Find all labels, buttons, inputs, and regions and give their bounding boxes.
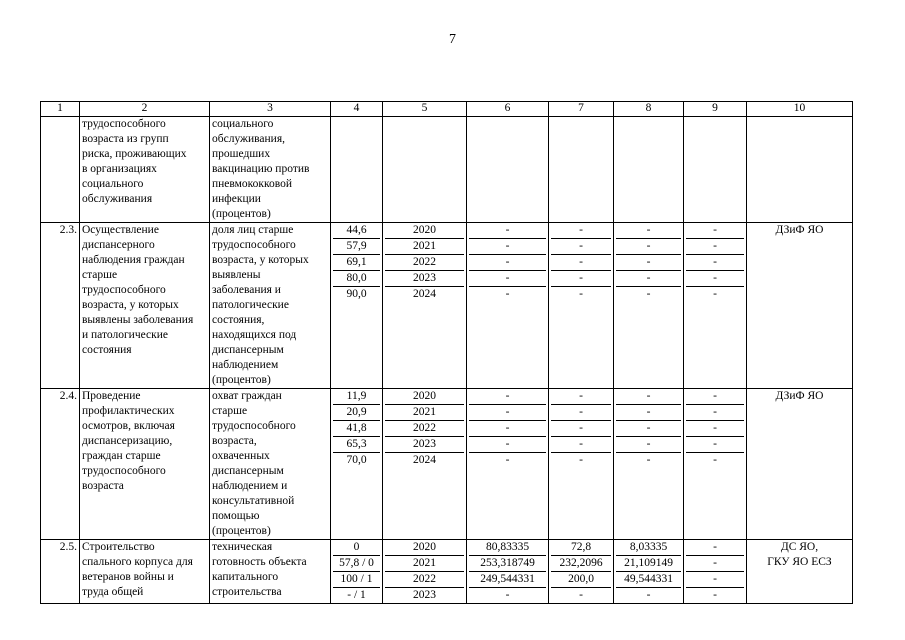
executor-cell — [747, 540, 853, 604]
text-line: (процентов) — [212, 525, 271, 537]
text-line: наблюдением — [212, 359, 279, 371]
text-line: трудоспособного — [212, 239, 296, 251]
sub-value: - — [713, 589, 717, 601]
sub-value: - — [616, 405, 681, 421]
text-line: помощью — [212, 510, 260, 522]
sub-value: - — [551, 239, 611, 255]
text-line: старше — [82, 269, 118, 281]
text-line: возраста, у которых — [82, 299, 179, 311]
sub-value: 0 — [333, 540, 380, 556]
sub-value: 80,83335 — [469, 540, 546, 556]
sub-value: - — [469, 421, 546, 437]
continuation-empty-cell — [684, 117, 747, 223]
sub-value: - — [469, 437, 546, 453]
funding-total-cell — [467, 223, 549, 389]
sub-value: - — [551, 255, 611, 271]
sub-value: 72,8 — [551, 540, 611, 556]
sub-value: 2023 — [413, 589, 436, 601]
column-header-8: 8 — [614, 102, 684, 117]
text-line: граждан старше — [82, 450, 161, 462]
sub-value: - — [551, 271, 611, 287]
text-line: трудоспособного — [212, 420, 296, 432]
text-line: вакцинацию против — [212, 163, 310, 175]
column-header-4: 4 — [331, 102, 383, 117]
text-line: состояния, — [212, 314, 265, 326]
text-line: охваченных — [212, 450, 270, 462]
column-header-2: 2 — [80, 102, 210, 117]
sub-value: 90,0 — [346, 288, 367, 300]
sub-value: 2020 — [385, 540, 464, 556]
text-line: возраста — [82, 480, 124, 492]
sub-value: - — [579, 454, 583, 466]
sub-value: 2023 — [385, 437, 464, 453]
text-line: пневмококковой — [212, 178, 293, 190]
text-line: доля лиц старше — [212, 224, 294, 236]
sub-value: 232,2096 — [551, 556, 611, 572]
sub-value: - — [616, 255, 681, 271]
indicator-cell — [210, 223, 331, 389]
continuation-empty-cell — [614, 117, 684, 223]
sub-value: - — [686, 239, 744, 255]
sub-value: 44,6 — [333, 223, 380, 239]
text-line: обслуживания, — [212, 133, 285, 145]
text-line: трудоспособного — [82, 284, 166, 296]
text-line: прошедших — [212, 148, 271, 160]
text-line: состояния — [82, 344, 132, 356]
funding-total-cell — [467, 389, 549, 540]
text-line: диспансерным — [212, 344, 284, 356]
indicator-value-cell — [331, 223, 383, 389]
sub-value: 20,9 — [333, 405, 380, 421]
sub-value: - — [469, 389, 546, 405]
sub-value: - — [646, 589, 651, 601]
funding-col7-cell — [549, 389, 614, 540]
text-line: готовность объекта — [212, 556, 307, 568]
funding-col9-cell — [684, 389, 747, 540]
program-table — [40, 101, 853, 604]
item-number-cell: 2.3. — [41, 223, 80, 389]
text-line: в организациях — [82, 163, 157, 175]
text-line: возраста из групп — [82, 133, 169, 145]
sub-value: - — [616, 437, 681, 453]
column-header-5: 5 — [383, 102, 467, 117]
sub-value: - — [686, 421, 744, 437]
text-line: труда общей — [82, 586, 144, 598]
sub-value: - — [686, 389, 744, 405]
text-line: (процентов) — [212, 374, 271, 386]
text-line: и патологические — [82, 329, 168, 341]
text-line: ГКУ ЯО ЕСЗ — [767, 556, 832, 568]
sub-value: 200,0 — [551, 572, 611, 588]
sub-value: 2022 — [385, 255, 464, 271]
text-line: техническая — [212, 541, 273, 553]
sub-value: - — [551, 389, 611, 405]
sub-value: 57,8 / 0 — [333, 556, 380, 572]
text-line: находящихся под — [212, 329, 297, 341]
year-cell — [383, 389, 467, 540]
executor-cell — [747, 389, 853, 540]
sub-value: - — [616, 223, 681, 239]
funding-col8-cell — [614, 223, 684, 389]
sub-value: - — [686, 223, 744, 239]
page-number: 7 — [449, 32, 456, 47]
sub-value: 21,109149 — [616, 556, 681, 572]
text-line: заболевания и — [212, 284, 281, 296]
sub-value: - — [579, 288, 583, 300]
sub-value: - — [616, 389, 681, 405]
sub-value: - — [505, 288, 510, 300]
sub-value: - — [551, 223, 611, 239]
funding-total-cell — [467, 540, 549, 604]
text-line: охват граждан — [212, 390, 282, 402]
continuation-indicator-cell — [210, 117, 331, 223]
text-line: инфекции — [212, 193, 261, 205]
sub-value: 11,9 — [333, 389, 380, 405]
sub-value: - — [686, 271, 744, 287]
sub-value: - — [616, 239, 681, 255]
sub-value: - — [505, 589, 510, 601]
sub-value: - — [686, 572, 744, 588]
sub-value: 2024 — [413, 454, 436, 466]
continuation-empty-cell — [383, 117, 467, 223]
sub-value: - — [469, 223, 546, 239]
sub-value: - — [551, 405, 611, 421]
sub-value: 8,03335 — [616, 540, 681, 556]
table-row — [41, 389, 853, 540]
text-line: риска, проживающих — [82, 148, 187, 160]
sub-value: - / 1 — [347, 589, 366, 601]
text-line: диспансерного — [82, 239, 155, 251]
indicator-cell — [210, 540, 331, 604]
sub-value: - — [469, 255, 546, 271]
sub-value: 100 / 1 — [333, 572, 380, 588]
sub-value: - — [551, 437, 611, 453]
sub-value: - — [551, 421, 611, 437]
text-line: выявлены заболевания — [82, 314, 194, 326]
sub-value: 70,0 — [346, 454, 367, 466]
item-number-cell: 2.4. — [41, 389, 80, 540]
indicator-value-cell — [331, 389, 383, 540]
text-line: строительства — [212, 586, 282, 598]
text-line: осмотров, включая — [82, 420, 175, 432]
sub-value: 41,8 — [333, 421, 380, 437]
sub-value: 2021 — [385, 405, 464, 421]
text-line: профилактических — [82, 405, 175, 417]
text-line: Осуществление — [82, 224, 159, 236]
sub-value: 249,544331 — [469, 572, 546, 588]
sub-value: - — [646, 288, 651, 300]
text-line: старше — [212, 405, 248, 417]
sub-value: 69,1 — [333, 255, 380, 271]
text-line: консультативной — [212, 495, 295, 507]
funding-col9-cell — [684, 540, 747, 604]
sub-value: 2024 — [413, 288, 436, 300]
text-line: социального — [82, 178, 144, 190]
text-line: ДЗиФ ЯО — [775, 224, 824, 236]
funding-col9-cell — [684, 223, 747, 389]
continuation-empty-cell — [331, 117, 383, 223]
text-line: социального — [212, 118, 274, 130]
sub-value: 2020 — [385, 389, 464, 405]
column-header-9: 9 — [684, 102, 747, 117]
sub-value: - — [686, 255, 744, 271]
sub-value: - — [469, 271, 546, 287]
sub-value: - — [646, 454, 651, 466]
measure-name-cell — [80, 389, 210, 540]
program-table-wrap — [40, 101, 852, 604]
sub-value: - — [469, 239, 546, 255]
sub-value: 2021 — [385, 556, 464, 572]
sub-value: - — [713, 288, 717, 300]
year-cell — [383, 223, 467, 389]
text-line: выявлены — [212, 269, 261, 281]
text-line: спального корпуса для — [82, 556, 193, 568]
item-number-cell: 2.5. — [41, 540, 80, 604]
sub-value: 2022 — [385, 421, 464, 437]
sub-value: 2022 — [385, 572, 464, 588]
funding-col8-cell — [614, 389, 684, 540]
sub-value: 2021 — [385, 239, 464, 255]
column-header-10: 10 — [747, 102, 853, 117]
column-header-7: 7 — [549, 102, 614, 117]
executor-cell — [747, 223, 853, 389]
sub-value: - — [616, 421, 681, 437]
sub-value: 2020 — [385, 223, 464, 239]
funding-col8-cell — [614, 540, 684, 604]
text-line: ветеранов войны и — [82, 571, 174, 583]
indicator-value-cell — [331, 540, 383, 604]
funding-col7-cell — [549, 223, 614, 389]
funding-col7-cell — [549, 540, 614, 604]
text-line: Проведение — [82, 390, 141, 402]
sub-value: - — [469, 405, 546, 421]
column-header-6: 6 — [467, 102, 549, 117]
continuation-empty-cell — [467, 117, 549, 223]
text-line: обслуживания — [82, 193, 153, 205]
sub-value: - — [505, 454, 510, 466]
table-row — [41, 223, 853, 389]
text-line: диспансерным — [212, 465, 284, 477]
column-header-1: 1 — [41, 102, 80, 117]
sub-value: - — [686, 405, 744, 421]
indicator-cell — [210, 389, 331, 540]
sub-value: - — [686, 540, 744, 556]
continuation-row — [41, 117, 853, 223]
text-line: Строительство — [82, 541, 155, 553]
continuation-name-cell — [80, 117, 210, 223]
text-line: возраста, — [212, 435, 257, 447]
header-row — [41, 102, 853, 117]
text-line: ДЗиФ ЯО — [775, 390, 824, 402]
table-row — [41, 540, 853, 604]
sub-value: - — [713, 454, 717, 466]
measure-name-cell — [80, 223, 210, 389]
year-cell — [383, 540, 467, 604]
text-line: патологические — [212, 299, 289, 311]
text-line: (процентов) — [212, 208, 271, 220]
sub-value: 49,544331 — [616, 572, 681, 588]
continuation-num-cell — [41, 117, 80, 223]
continuation-empty-cell — [747, 117, 853, 223]
column-header-3: 3 — [210, 102, 331, 117]
sub-value: - — [579, 589, 583, 601]
sub-value: 253,318749 — [469, 556, 546, 572]
sub-value: 2023 — [385, 271, 464, 287]
text-line: ДС ЯО, — [780, 541, 819, 553]
text-line: трудоспособного — [82, 465, 166, 477]
sub-value: - — [686, 556, 744, 572]
text-line: возраста, у которых — [212, 254, 309, 266]
text-line: диспансеризацию, — [82, 435, 173, 447]
text-line: капитального — [212, 571, 279, 583]
sub-value: 57,9 — [333, 239, 380, 255]
sub-value: 65,3 — [333, 437, 380, 453]
table-body — [41, 117, 853, 604]
text-line: трудоспособного — [82, 118, 166, 130]
sub-value: 80,0 — [333, 271, 380, 287]
text-line: наблюдением и — [212, 480, 288, 492]
measure-name-cell — [80, 540, 210, 604]
text-line: наблюдения граждан — [82, 254, 185, 266]
sub-value: - — [616, 271, 681, 287]
continuation-empty-cell — [549, 117, 614, 223]
sub-value: - — [686, 437, 744, 453]
